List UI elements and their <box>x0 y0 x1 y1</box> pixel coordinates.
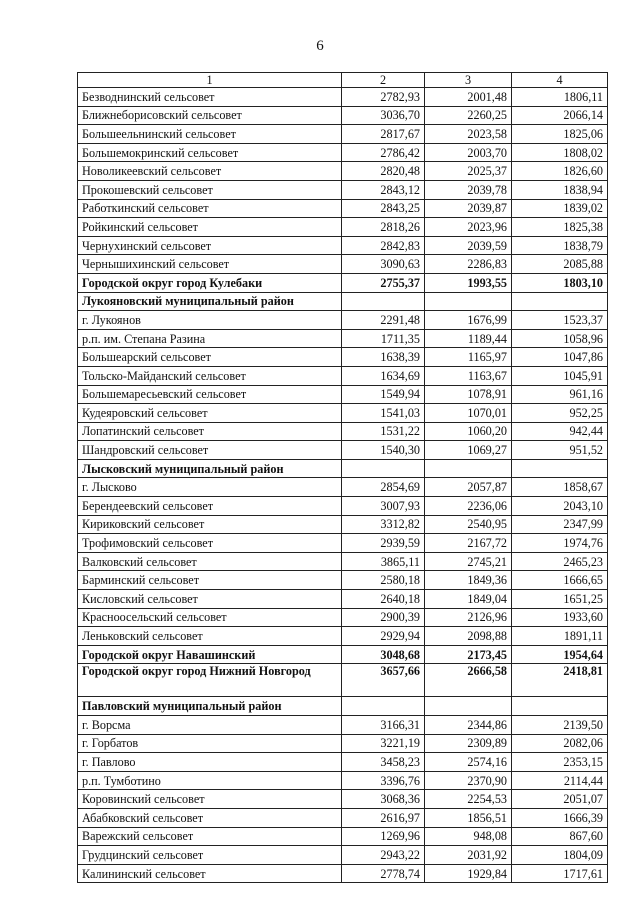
row-name-cell: Безводнинский сельсовет <box>78 88 342 107</box>
table-row <box>78 664 608 697</box>
row-value-col-2: 2817,67 <box>342 125 425 144</box>
row-name-cell: Новоликеевский сельсовет <box>78 162 342 181</box>
row-name-cell: Ближнеборисовский сельсовет <box>78 106 342 125</box>
row-value-col-3: 2574,16 <box>425 753 512 772</box>
row-value-col-4 <box>512 459 608 478</box>
row-value-col-4: 1825,06 <box>512 125 608 144</box>
row-value-col-3 <box>425 292 512 311</box>
table-row <box>78 255 608 274</box>
row-value-col-2: 1540,30 <box>342 441 425 460</box>
row-name-cell: Трофимовский сельсовет <box>78 534 342 553</box>
table-row <box>78 497 608 516</box>
row-value-col-2: 3090,63 <box>342 255 425 274</box>
row-value-col-2: 2778,74 <box>342 864 425 883</box>
row-value-col-4: 1666,65 <box>512 571 608 590</box>
page-number: 6 <box>316 38 324 54</box>
data-table <box>77 72 608 883</box>
row-value-col-3: 1163,67 <box>425 366 512 385</box>
row-value-col-4: 1954,64 <box>512 645 608 664</box>
table-row <box>78 199 608 218</box>
row-name-cell: Прокошевский сельсовет <box>78 180 342 199</box>
row-name-cell: Берендеевский сельсовет <box>78 497 342 516</box>
row-name-cell: Абабковский сельсовет <box>78 808 342 827</box>
table-row <box>78 827 608 846</box>
table-row <box>78 422 608 441</box>
row-value-col-4: 1717,61 <box>512 864 608 883</box>
table-row <box>78 218 608 237</box>
row-value-col-4: 1666,39 <box>512 808 608 827</box>
row-value-col-2: 2786,42 <box>342 143 425 162</box>
row-value-col-2: 2820,48 <box>342 162 425 181</box>
row-value-col-2: 2818,26 <box>342 218 425 237</box>
row-value-col-2: 2842,83 <box>342 236 425 255</box>
row-value-col-2: 1638,39 <box>342 348 425 367</box>
row-value-col-2: 3458,23 <box>342 753 425 772</box>
row-value-col-3: 1189,44 <box>425 329 512 348</box>
row-name-cell: Грудцинский сельсовет <box>78 846 342 865</box>
row-value-col-4: 2051,07 <box>512 790 608 809</box>
row-value-col-2: 1541,03 <box>342 404 425 423</box>
row-value-col-3: 2031,92 <box>425 846 512 865</box>
row-value-col-4: 1974,76 <box>512 534 608 553</box>
header-col-2: 2 <box>342 73 425 88</box>
header-col-3: 3 <box>425 73 512 88</box>
table-row <box>78 162 608 181</box>
header-col-4: 4 <box>512 73 608 88</box>
row-name-cell: Павловский муниципальный район <box>78 697 342 716</box>
row-name-cell: г. Лысково <box>78 478 342 497</box>
row-value-col-3: 2025,37 <box>425 162 512 181</box>
row-value-col-4: 1803,10 <box>512 273 608 292</box>
row-value-col-2: 1711,35 <box>342 329 425 348</box>
header-row <box>78 73 608 88</box>
table-row <box>78 697 608 716</box>
table-row <box>78 441 608 460</box>
row-value-col-2: 2854,69 <box>342 478 425 497</box>
row-value-col-2 <box>342 292 425 311</box>
row-name-cell: Калининский сельсовет <box>78 864 342 883</box>
table-row <box>78 404 608 423</box>
row-value-col-2: 3865,11 <box>342 552 425 571</box>
row-value-col-3: 2126,96 <box>425 608 512 627</box>
table-header <box>78 73 608 88</box>
row-value-col-3: 1849,36 <box>425 571 512 590</box>
row-value-col-2: 2943,22 <box>342 846 425 865</box>
row-name-cell: Красноосельский сельсовет <box>78 608 342 627</box>
table-row <box>78 771 608 790</box>
row-value-col-3: 2254,53 <box>425 790 512 809</box>
row-value-col-4: 951,52 <box>512 441 608 460</box>
row-name-cell: Кудеяровский сельсовет <box>78 404 342 423</box>
row-value-col-2: 2843,12 <box>342 180 425 199</box>
row-value-col-3: 2344,86 <box>425 716 512 735</box>
row-name-cell: Варежский сельсовет <box>78 827 342 846</box>
row-value-col-4: 1839,02 <box>512 199 608 218</box>
row-value-col-4: 1838,94 <box>512 180 608 199</box>
row-value-col-2 <box>342 697 425 716</box>
table-row <box>78 385 608 404</box>
table-row <box>78 236 608 255</box>
row-value-col-2: 3657,66 <box>342 664 425 697</box>
row-name-cell: Чернухинский сельсовет <box>78 236 342 255</box>
row-value-col-4: 1825,38 <box>512 218 608 237</box>
row-name-cell: Городской округ город Кулебаки <box>78 273 342 292</box>
row-value-col-3: 2023,96 <box>425 218 512 237</box>
row-value-col-3: 2745,21 <box>425 552 512 571</box>
row-name-cell: Шандровский сельсовет <box>78 441 342 460</box>
row-value-col-3: 2173,45 <box>425 645 512 664</box>
row-value-col-3: 1849,04 <box>425 590 512 609</box>
table-row <box>78 571 608 590</box>
row-value-col-3: 2039,87 <box>425 199 512 218</box>
row-value-col-4: 1058,96 <box>512 329 608 348</box>
table-body <box>78 88 608 883</box>
row-value-col-4: 1858,67 <box>512 478 608 497</box>
table-row <box>78 645 608 664</box>
table-row <box>78 478 608 497</box>
row-name-cell: г. Ворсма <box>78 716 342 735</box>
row-value-col-2: 2939,59 <box>342 534 425 553</box>
table-row <box>78 143 608 162</box>
row-value-col-3: 2370,90 <box>425 771 512 790</box>
row-value-col-3 <box>425 697 512 716</box>
row-value-col-4: 2353,15 <box>512 753 608 772</box>
row-value-col-4: 1806,11 <box>512 88 608 107</box>
row-value-col-4: 1045,91 <box>512 366 608 385</box>
row-value-col-2: 1549,94 <box>342 385 425 404</box>
table-row <box>78 534 608 553</box>
row-value-col-2: 2616,97 <box>342 808 425 827</box>
row-name-cell: Чернышихинский сельсовет <box>78 255 342 274</box>
row-name-cell: р.п. Тумботино <box>78 771 342 790</box>
table-row <box>78 348 608 367</box>
row-value-col-4: 2114,44 <box>512 771 608 790</box>
row-value-col-3: 1165,97 <box>425 348 512 367</box>
row-value-col-2: 3166,31 <box>342 716 425 735</box>
table-row <box>78 180 608 199</box>
row-value-col-4: 2085,88 <box>512 255 608 274</box>
row-value-col-3: 2023,58 <box>425 125 512 144</box>
row-name-cell: Большемокринский сельсовет <box>78 143 342 162</box>
row-name-cell: Валковский сельсовет <box>78 552 342 571</box>
row-value-col-3: 2098,88 <box>425 627 512 646</box>
row-value-col-4: 2043,10 <box>512 497 608 516</box>
row-value-col-3: 1856,51 <box>425 808 512 827</box>
row-value-col-2: 3048,68 <box>342 645 425 664</box>
row-value-col-2: 2782,93 <box>342 88 425 107</box>
table-row <box>78 329 608 348</box>
row-name-cell: Барминский сельсовет <box>78 571 342 590</box>
table-row <box>78 106 608 125</box>
row-value-col-2: 3396,76 <box>342 771 425 790</box>
row-value-col-3: 1993,55 <box>425 273 512 292</box>
header-col-1: 1 <box>78 73 342 88</box>
row-name-cell: Лопатинский сельсовет <box>78 422 342 441</box>
table-row <box>78 864 608 883</box>
row-value-col-3: 2309,89 <box>425 734 512 753</box>
row-name-cell: Работкинский сельсовет <box>78 199 342 218</box>
row-value-col-3: 1078,91 <box>425 385 512 404</box>
row-name-cell: Большемаресьевский сельсовет <box>78 385 342 404</box>
row-value-col-3: 1069,27 <box>425 441 512 460</box>
table-row <box>78 753 608 772</box>
row-name-cell: Городской округ Навашинский <box>78 645 342 664</box>
row-value-col-4: 961,16 <box>512 385 608 404</box>
table-row <box>78 125 608 144</box>
row-name-cell: г. Горбатов <box>78 734 342 753</box>
row-value-col-3: 2167,72 <box>425 534 512 553</box>
row-value-col-4: 1838,79 <box>512 236 608 255</box>
row-value-col-2: 2640,18 <box>342 590 425 609</box>
row-value-col-4: 2418,81 <box>512 664 608 697</box>
row-value-col-2: 3036,70 <box>342 106 425 125</box>
row-value-col-4: 2347,99 <box>512 515 608 534</box>
row-value-col-2 <box>342 459 425 478</box>
table-row <box>78 311 608 330</box>
row-name-cell: р.п. им. Степана Разина <box>78 329 342 348</box>
table-row <box>78 790 608 809</box>
row-value-col-2: 3068,36 <box>342 790 425 809</box>
row-value-col-3: 948,08 <box>425 827 512 846</box>
row-value-col-3: 2286,83 <box>425 255 512 274</box>
row-value-col-4: 1808,02 <box>512 143 608 162</box>
row-name-cell: г. Лукоянов <box>78 311 342 330</box>
row-value-col-3: 1070,01 <box>425 404 512 423</box>
table-row <box>78 808 608 827</box>
row-name-cell: Лукояновский муниципальный район <box>78 292 342 311</box>
row-value-col-3: 2039,78 <box>425 180 512 199</box>
table-row <box>78 292 608 311</box>
row-name-cell: г. Павлово <box>78 753 342 772</box>
row-name-cell: Городской округ город Нижний Новгород <box>78 664 342 697</box>
row-value-col-3: 2039,59 <box>425 236 512 255</box>
row-value-col-3: 2260,25 <box>425 106 512 125</box>
row-name-cell: Лысковский муниципальный район <box>78 459 342 478</box>
row-name-cell: Леньковский сельсовет <box>78 627 342 646</box>
row-name-cell: Ройкинский сельсовет <box>78 218 342 237</box>
row-value-col-2: 1634,69 <box>342 366 425 385</box>
table-row <box>78 515 608 534</box>
table-row <box>78 734 608 753</box>
row-value-col-3: 1676,99 <box>425 311 512 330</box>
row-value-col-2: 2755,37 <box>342 273 425 292</box>
table-row <box>78 459 608 478</box>
row-value-col-2: 1269,96 <box>342 827 425 846</box>
row-name-cell: Кириковский сельсовет <box>78 515 342 534</box>
row-value-col-4: 942,44 <box>512 422 608 441</box>
row-value-col-2: 3221,19 <box>342 734 425 753</box>
row-name-cell: Большеельнинский сельсовет <box>78 125 342 144</box>
table-row <box>78 590 608 609</box>
row-value-col-4: 2139,50 <box>512 716 608 735</box>
row-value-col-4: 2465,23 <box>512 552 608 571</box>
row-value-col-2: 1531,22 <box>342 422 425 441</box>
table-row <box>78 552 608 571</box>
row-value-col-2: 2580,18 <box>342 571 425 590</box>
row-value-col-3: 1929,84 <box>425 864 512 883</box>
row-value-col-3: 2001,48 <box>425 88 512 107</box>
row-value-col-4: 1651,25 <box>512 590 608 609</box>
row-value-col-2: 3312,82 <box>342 515 425 534</box>
row-value-col-3: 2666,58 <box>425 664 512 697</box>
table-row <box>78 627 608 646</box>
row-value-col-4 <box>512 697 608 716</box>
row-value-col-4: 867,60 <box>512 827 608 846</box>
row-value-col-3: 2540,95 <box>425 515 512 534</box>
row-value-col-2: 2291,48 <box>342 311 425 330</box>
row-value-col-3 <box>425 459 512 478</box>
row-value-col-3: 2003,70 <box>425 143 512 162</box>
row-value-col-3: 2236,06 <box>425 497 512 516</box>
table-row <box>78 608 608 627</box>
row-name-cell: Большеарский сельсовет <box>78 348 342 367</box>
row-value-col-2: 2900,39 <box>342 608 425 627</box>
table-row <box>78 366 608 385</box>
row-value-col-3: 2057,87 <box>425 478 512 497</box>
row-name-cell: Кисловский сельсовет <box>78 590 342 609</box>
row-value-col-4: 1047,86 <box>512 348 608 367</box>
row-name-cell: Тольско-Майданский сельсовет <box>78 366 342 385</box>
row-value-col-3: 1060,20 <box>425 422 512 441</box>
row-value-col-4: 2066,14 <box>512 106 608 125</box>
row-value-col-2: 2843,25 <box>342 199 425 218</box>
row-value-col-2: 2929,94 <box>342 627 425 646</box>
row-value-col-4: 1804,09 <box>512 846 608 865</box>
row-value-col-4: 1891,11 <box>512 627 608 646</box>
table-row <box>78 846 608 865</box>
table-row <box>78 88 608 107</box>
row-value-col-4 <box>512 292 608 311</box>
row-value-col-2: 3007,93 <box>342 497 425 516</box>
row-value-col-4: 952,25 <box>512 404 608 423</box>
row-value-col-4: 2082,06 <box>512 734 608 753</box>
table-row <box>78 716 608 735</box>
row-value-col-4: 1523,37 <box>512 311 608 330</box>
row-value-col-4: 1933,60 <box>512 608 608 627</box>
row-name-cell: Коровинский сельсовет <box>78 790 342 809</box>
table-row <box>78 273 608 292</box>
row-value-col-4: 1826,60 <box>512 162 608 181</box>
